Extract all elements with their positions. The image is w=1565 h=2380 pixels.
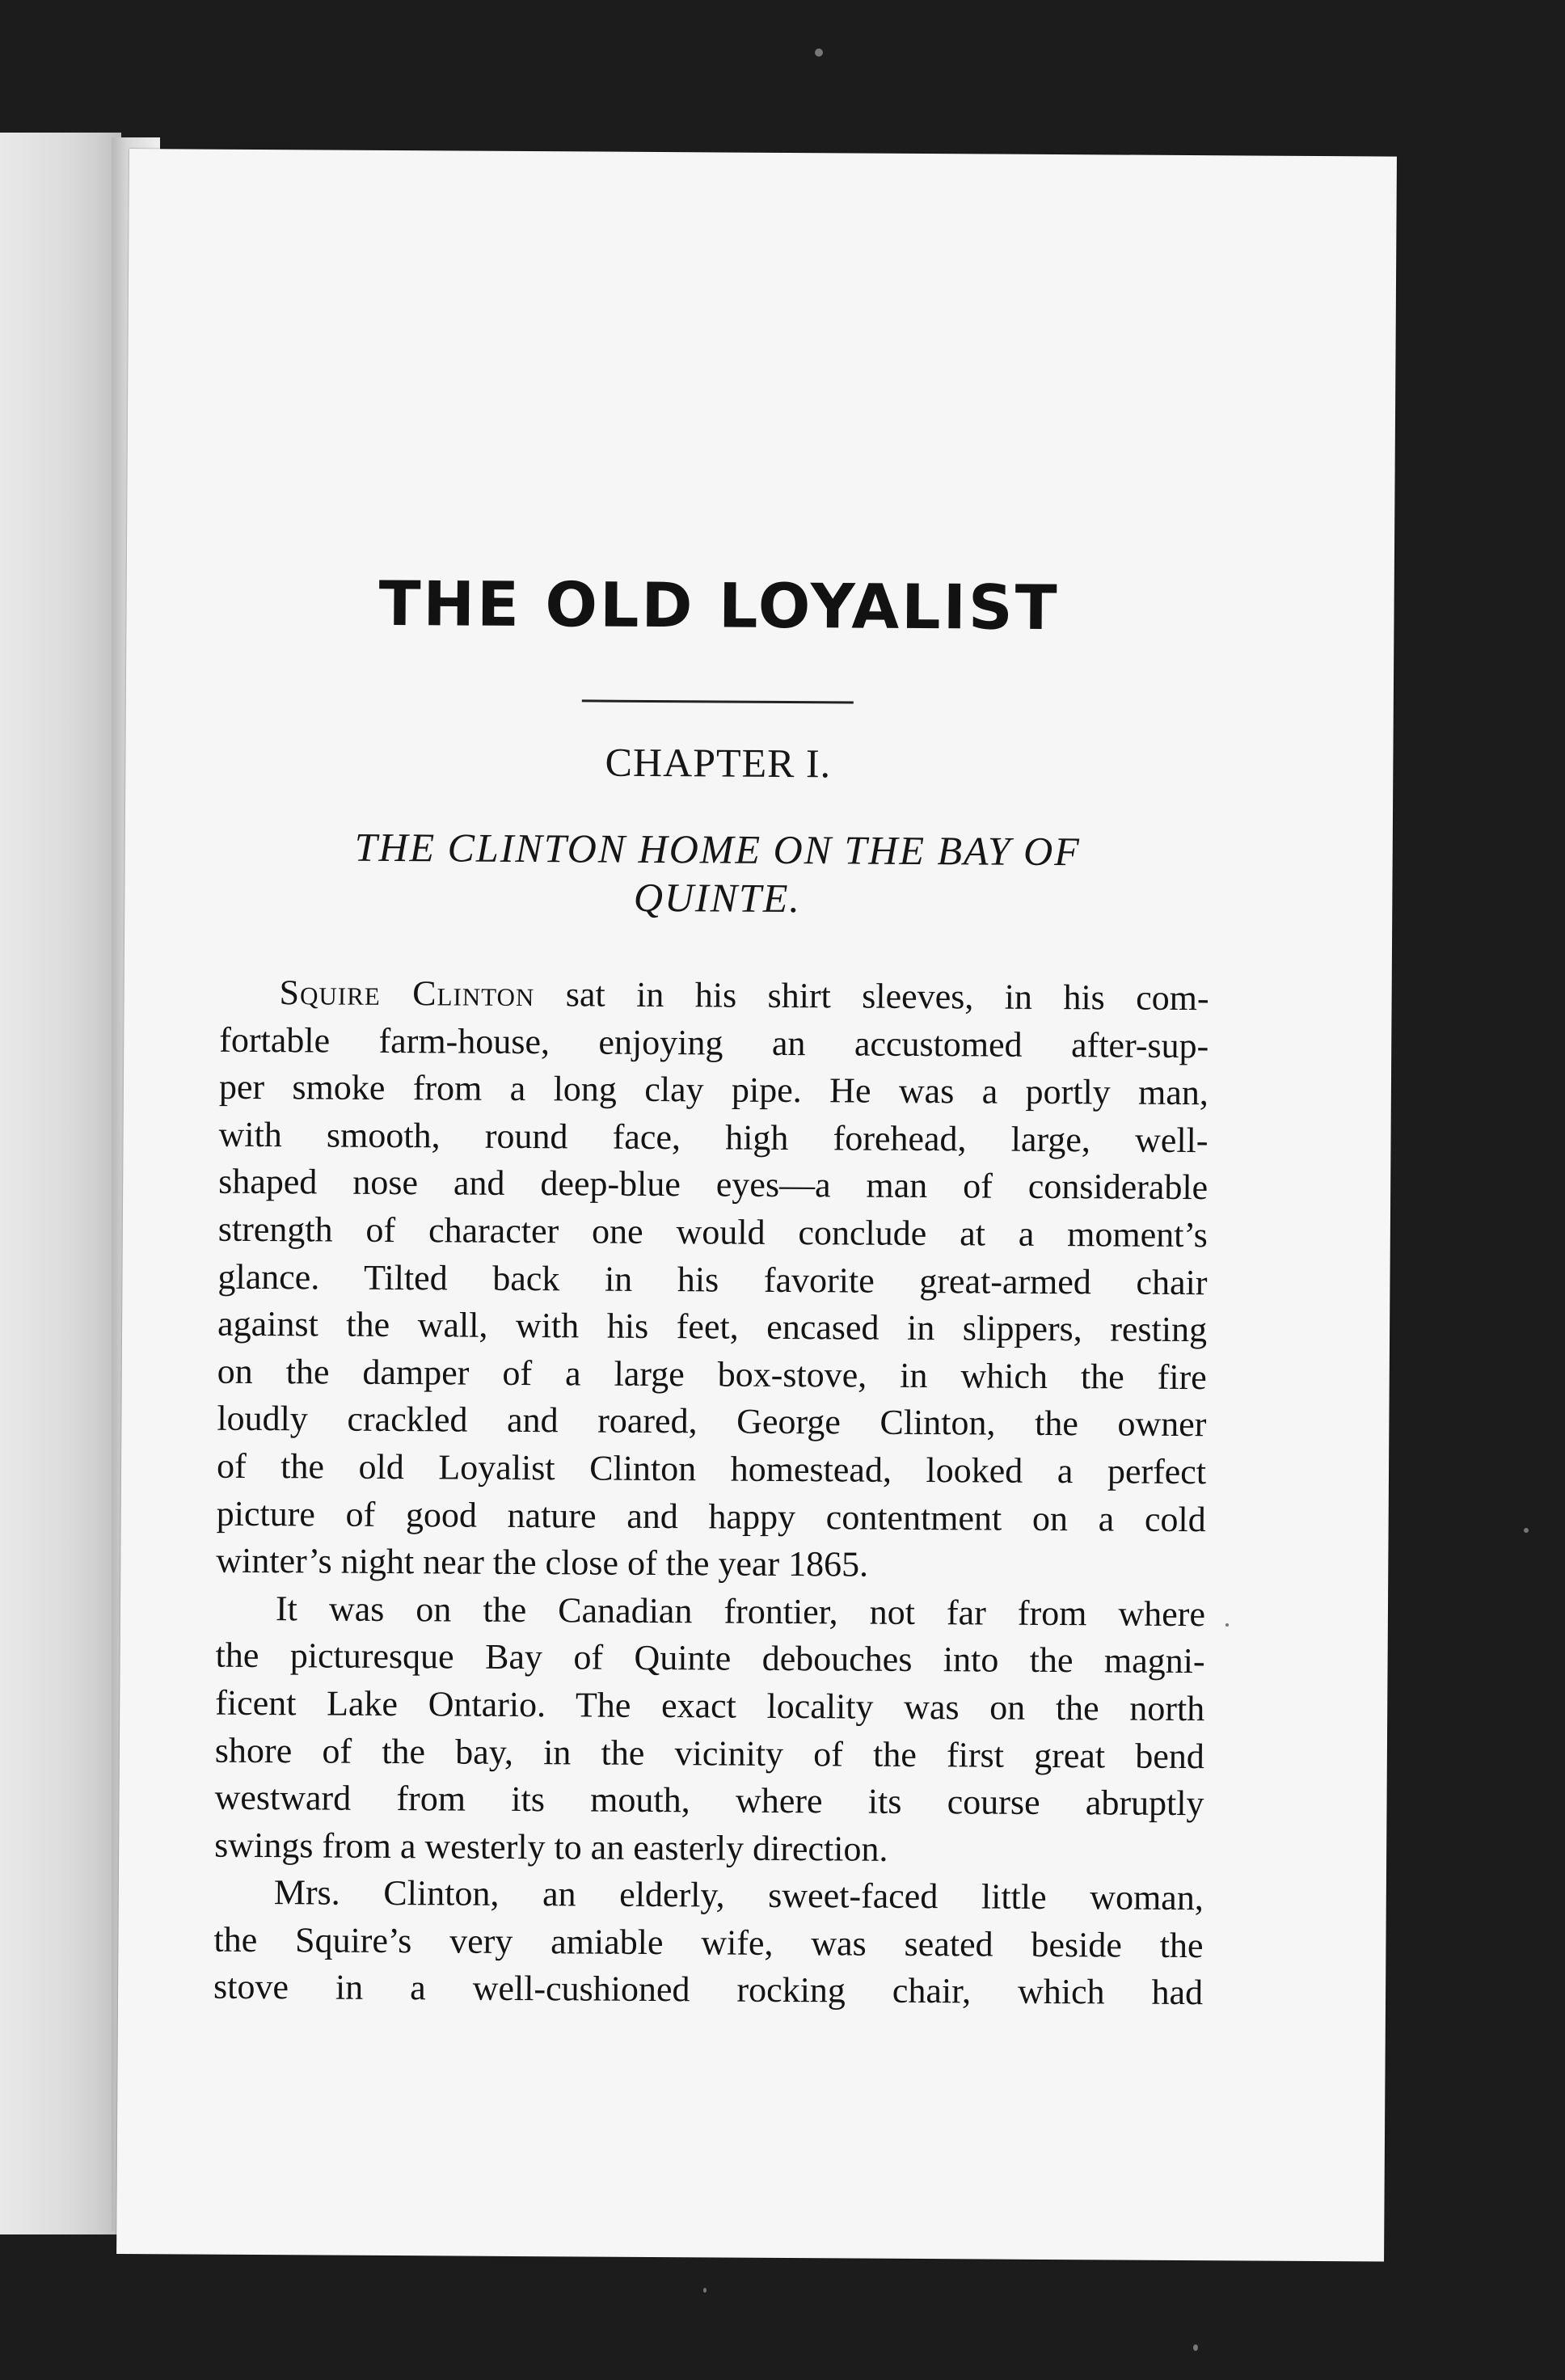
title-divider bbox=[582, 699, 854, 703]
scan-speck bbox=[1225, 1623, 1229, 1627]
text-line: westward from its mouth, where its course abruptly bbox=[214, 1777, 1204, 1824]
chapter-subtitle bbox=[246, 822, 1189, 925]
text-line: per smoke from a long clay pipe. He was a portly man, bbox=[218, 1066, 1209, 1113]
text-line: loudly crackled and roared, George Clinton, the owner bbox=[217, 1399, 1207, 1445]
chapter-heading: CHAPTER I. bbox=[605, 739, 832, 787]
text-line: picture of good nature and happy contentment on a cold bbox=[216, 1493, 1206, 1539]
paragraph-2 bbox=[214, 1585, 1205, 1875]
text-line: glance. Tilted back in his favorite great-armed chair bbox=[217, 1256, 1208, 1302]
book-page bbox=[116, 149, 1397, 2262]
text-line: fortable farm-house, enjoying an accustomed after-sup- bbox=[219, 1019, 1209, 1066]
chapter-subtitle-line: THE CLINTON HOME ON THE BAY OF bbox=[354, 824, 1081, 875]
paragraph-1 bbox=[216, 969, 1209, 1591]
text-line: Mrs. Clinton, an elderly, sweet-faced little woman, bbox=[273, 1872, 1204, 1918]
text-line bbox=[219, 969, 1209, 1023]
text-line: stove in a well-cushioned rocking chair, which had bbox=[213, 1967, 1204, 2013]
text-line: It was on the Canadian frontier, not far from where bbox=[275, 1588, 1206, 1634]
text-line: against the wall, with his feet, encased in slippers, resting bbox=[217, 1303, 1208, 1350]
text-line: with smooth, round face, high forehead, large, well- bbox=[218, 1114, 1209, 1160]
text-line: strength of character one would conclude at a moment’s bbox=[217, 1209, 1208, 1255]
chapter-subtitle-line: QUINTE. bbox=[633, 874, 802, 922]
previous-page-edge bbox=[0, 133, 121, 2234]
text-line: swings from a westerly to an easterly direction. bbox=[214, 1825, 888, 1869]
book-title: THE OLD LOYALIST bbox=[378, 567, 1060, 644]
text-line: the picturesque Bay of Quinte debouches into the magni- bbox=[215, 1635, 1205, 1682]
chapter-body bbox=[213, 969, 1209, 2018]
text-line: winter’s night near the close of the year 1865. bbox=[216, 1540, 869, 1585]
text-line: shaped nose and deep-blue eyes—a man of considerable bbox=[218, 1162, 1209, 1208]
text-line: of the old Loyalist Clinton homestead, looked a perfect bbox=[216, 1445, 1207, 1492]
lead-smallcaps: Squire Clinton bbox=[279, 973, 535, 1015]
text-line: shore of the bay, in the vicinity of the first great bend bbox=[214, 1730, 1205, 1776]
text-line: ficent Lake Ontario. The exact locality was on the north bbox=[215, 1682, 1205, 1729]
text-line: the Squire’s very amiable wife, was seated beside the bbox=[213, 1919, 1204, 1966]
text-line: on the damper of a large box-stove, in which the fire bbox=[217, 1351, 1207, 1397]
paragraph-3 bbox=[213, 1869, 1204, 2017]
scan-speck bbox=[703, 2288, 707, 2293]
text-line-content: sat in his shirt sleeves, in his com- bbox=[565, 974, 1209, 1019]
scan-speck bbox=[1193, 2344, 1198, 2351]
scan-speck bbox=[1524, 1528, 1529, 1533]
scan-speck bbox=[815, 49, 823, 57]
